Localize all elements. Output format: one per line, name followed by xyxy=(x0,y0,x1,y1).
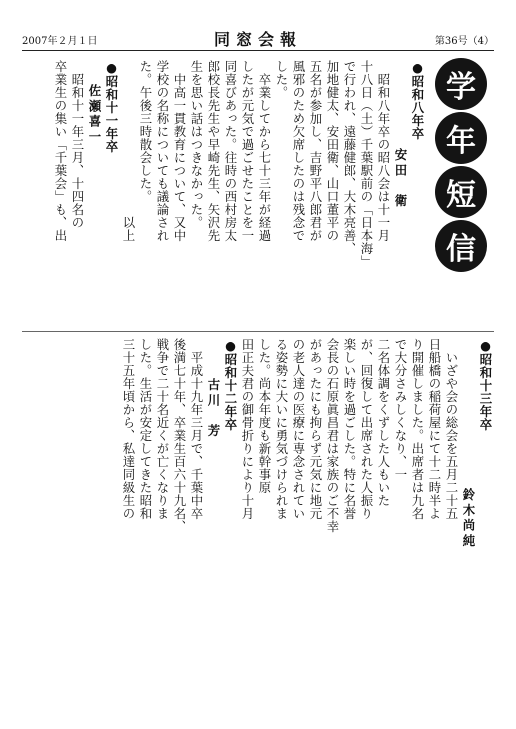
article-line: 三十五年頃から、私達同級生の xyxy=(121,338,136,520)
article-line: 生を思い話はつきなかった。 xyxy=(189,60,204,229)
article-line: 昭和八年卒の昭八会は十一月 xyxy=(376,60,391,242)
badge-char-1: 学 xyxy=(435,58,487,110)
article-line: で大分さみしくなり、一 xyxy=(393,338,408,481)
article-line: 以上 xyxy=(121,60,136,242)
article-line: り開催しました。出席者は九名 xyxy=(410,338,425,520)
article-line: 楽しい時を過ごした。特に名誉 xyxy=(342,338,357,520)
article-heading-showa8: ● 昭和八年卒 xyxy=(409,60,426,330)
article-line: 会長の石原眞昌君は家族のご不幸 xyxy=(325,338,340,533)
article-line: 戦争で二十名近くが亡くなりま xyxy=(155,338,170,520)
badge-char-2: 年 xyxy=(435,112,487,164)
issue-date: 2007年２月１日 xyxy=(22,36,98,47)
bottom-tier-columns xyxy=(22,338,494,718)
article-line: 二名体調をくずした人もいた xyxy=(376,338,391,507)
article-line: があったにも拘らず元気に地元 xyxy=(308,338,323,520)
article-line: いざや会の総会を五月二十五 xyxy=(444,338,459,520)
newsletter-title: 同窓会報 xyxy=(213,30,302,49)
badge-char-4: 信 xyxy=(435,220,487,272)
article-heading-showa13: ● 昭和十三年卒 xyxy=(477,338,494,718)
article-line: 中高一貫教育について、又中 xyxy=(172,60,187,242)
article-line: したが元気で過ごせたことを一 xyxy=(240,60,255,242)
article-line: した。尚本年度も新幹事原 xyxy=(257,338,272,494)
article-line: 卒業生の集い「千葉会」も、出 xyxy=(53,60,68,242)
badge-char-3: 短 xyxy=(435,166,487,218)
article-line: 平成十九年三月で、千葉中卒 xyxy=(189,338,204,520)
article-author-showa13: 鈴木尚純 xyxy=(461,488,476,550)
article-line: 加地健太、安田衛、山口董平の xyxy=(325,60,340,242)
article-author-showa12: 古川 芳 xyxy=(206,378,221,440)
article-line: 十八日（土）千葉駅前の「日本海」 xyxy=(359,60,374,268)
article-line: した。生活が安定してきた昭和 xyxy=(138,338,153,520)
article-line: 風邪のため欠席したのは残念で xyxy=(291,60,306,242)
tier-divider xyxy=(22,331,494,332)
article-line: 五名が参加し、吉野平八郎君が xyxy=(308,60,323,242)
article-line: で行われ、遠藤健郎、大木亮善、 xyxy=(342,60,357,255)
article-line: 田正夫君の御骨折りにより十月 xyxy=(240,338,255,520)
article-line: 後満七十年、卒業生百六十九名、 xyxy=(172,338,187,533)
article-line: 日船橋の稲荷屋にて十二時半よ xyxy=(427,338,442,520)
article-author-showa11: 佐瀬喜一 xyxy=(87,84,102,146)
article-line: 同喜びあった。往時の西村房太 xyxy=(223,60,238,242)
bottom-tier xyxy=(22,338,494,718)
article-line: る姿勢に大いに勇気づけられま xyxy=(274,338,289,520)
article-line: た。午後三時散会した。 xyxy=(138,60,153,203)
article-line: 昭和十一年三月、十四名の xyxy=(70,60,85,229)
article-line: した。 xyxy=(274,60,289,99)
issue-number: 第36号（4） xyxy=(434,36,494,47)
top-tier xyxy=(22,60,494,330)
article-author-showa8: 安田 衛 xyxy=(393,148,408,210)
article-line: の老人達の医療に専念されてい xyxy=(291,338,306,520)
article-line: が、回復して出席された人振り xyxy=(359,338,374,520)
article-line: 学校の名称についても議論され xyxy=(155,60,170,242)
top-tier-columns xyxy=(22,60,426,330)
article-heading-showa12: ● 昭和十二年卒 xyxy=(222,338,239,718)
newsletter-header xyxy=(22,28,494,51)
article-heading-showa11: ● 昭和十一年卒 xyxy=(103,60,120,330)
article-line: 郎校長先生や早崎先生、矢沢先 xyxy=(206,60,221,242)
article-line: 卒業してから七十三年が経過 xyxy=(257,60,272,242)
